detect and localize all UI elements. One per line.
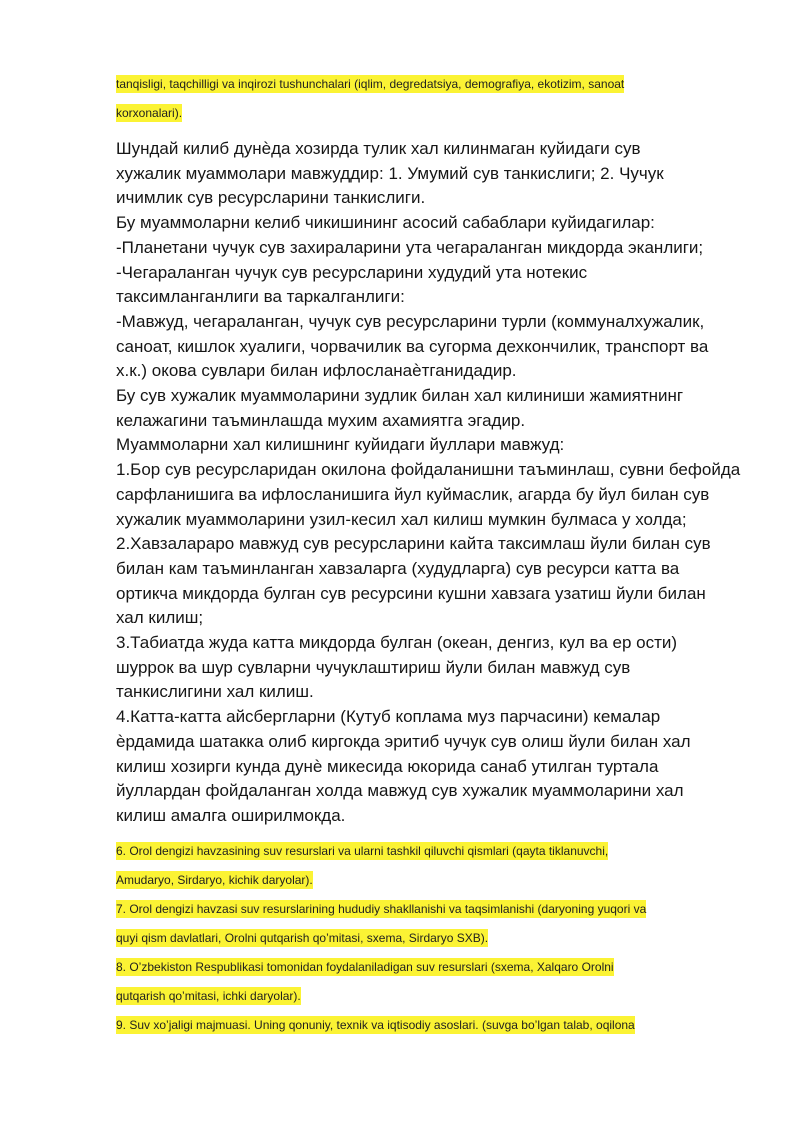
body-line: таксимланганлиги ва таркалганлиги: bbox=[116, 287, 405, 307]
highlight-line: 7. Orol dengizi havzasi suv resurslarining hududiy shakllanishi va taqsimlanishi (daryoning yuqori va bbox=[116, 902, 647, 916]
body-line: Бу муаммоларни келиб чикишининг асосий сабаблари куйидагилар: bbox=[116, 213, 655, 233]
body-line: танкислигини хал килиш. bbox=[116, 682, 314, 702]
body-line: шуррок ва шур сувларни чучуклаштириш йули билан мавжуд сув bbox=[116, 657, 631, 677]
body-line: Бу сув хужалик муаммоларини зудлик билан хал килиниши жамиятнинг bbox=[116, 386, 684, 406]
body-line: 2.Хавзалараро мавжуд сув ресурсларини кайта таксимлаш йули билан сув bbox=[116, 534, 711, 554]
body-line: билан кам таъминланган хавзаларга (худудларга) сув ресурси катта ва bbox=[116, 558, 680, 578]
body-line: хал килиш; bbox=[116, 608, 204, 628]
highlight-line: 9. Suv xo’jaligi majmuasi. Uning qonuniy, texnik va iqtisodiy asoslari. (suvga bo’lgan talab, oqilona bbox=[116, 1018, 635, 1032]
top-highlighted-paragraph bbox=[116, 70, 716, 128]
body-line: йуллардан фойдаланган холда мавжуд сув хужалик муаммоларини хал bbox=[116, 781, 684, 801]
body-line: хужалик муаммоларини узил-кесил хал килиш мумкин булмаса у холда; bbox=[116, 509, 687, 529]
body-line: сарфланишига ва ифлосланишига йул куймаслик, агарда бу йул билан сув bbox=[116, 484, 710, 504]
bottom-highlighted-list bbox=[116, 837, 716, 1040]
body-line: саноат, кишлок хуалиги, чорвачилик ва сугорма дехкончилик, транспорт ва bbox=[116, 336, 709, 356]
body-line: -Чегараланган чучук сув ресурсларини худудий ута нотекис bbox=[116, 262, 588, 282]
body-line: ичимлик сув ресурсларини танкислиги. bbox=[116, 188, 426, 208]
body-line: килиш хозирги кунда дунѐ микесида юкорида санаб утилган туртала bbox=[116, 756, 659, 776]
body-line: келажагини таъминлашда мухим ахамиятга эгадир. bbox=[116, 410, 526, 430]
body-line: Муаммоларни хал килишнинг куйидаги йуллари мавжуд: bbox=[116, 435, 565, 455]
body-line: х.к.) окова сувлари билан ифлосланаѐтганидадир. bbox=[116, 361, 517, 381]
highlight-line: korxonalari). bbox=[116, 106, 183, 120]
body-line: 1.Бор сув ресурсларидан окилона фойдаланишни таъминлаш, сувни бефойда bbox=[116, 460, 741, 480]
highlight-line: 8. O’zbekiston Respublikasi tomonidan foydalaniladigan suv resurslari (sxema, Xalqaro Orolni bbox=[116, 960, 614, 974]
main-body-text bbox=[116, 137, 756, 829]
highlight-line: tanqisligi, taqchilligi va inqirozi tushunchalari (iqlim, degredatsiya, demografiya, ekotizim, sanoat bbox=[116, 77, 625, 91]
body-line: -Планетани чучук сув захираларини ута чегараланган микдорда эканлиги; bbox=[116, 237, 704, 257]
body-line: килиш амалга оширилмокда. bbox=[116, 805, 346, 825]
body-line: 3.Табиатда жуда катта микдорда булган (океан, денгиз, кул ва ер ости) bbox=[116, 633, 678, 653]
highlight-line: quyi qism davlatlari, Orolni qutqarish qo’mitasi, sxema, Sirdaryo SXB). bbox=[116, 931, 489, 945]
body-line: -Мавжуд, чегараланган, чучук сув ресурсларини турли (коммуналхужалик, bbox=[116, 311, 705, 331]
body-line: Шундай килиб дунѐда хозирда тулик хал килинмаган куйидаги сув bbox=[116, 139, 641, 158]
highlight-line: Amudaryo, Sirdaryo, kichik daryolar). bbox=[116, 873, 313, 887]
highlight-line: qutqarish qo’mitasi, ichki daryolar). bbox=[116, 989, 301, 1003]
body-line: ѐрдамида шатакка олиб киргокда эритиб чучук сув олиш йули билан хал bbox=[116, 731, 691, 751]
body-line: хужалик муаммолари мавжуддир: 1. Умумий сув танкислиги; 2. Чучук bbox=[116, 163, 664, 183]
body-line: ортикча микдорда булган сув ресурсини кушни хавзага узатиш йули билан bbox=[116, 583, 706, 603]
highlight-line: 6. Orol dengizi havzasining suv resurslari va ularni tashkil qiluvchi qismlari (qayta tiklanuvchi, bbox=[116, 844, 609, 858]
body-line: 4.Катта-катта айсбергларни (Кутуб коплама муз парчасини) кемалар bbox=[116, 707, 661, 727]
